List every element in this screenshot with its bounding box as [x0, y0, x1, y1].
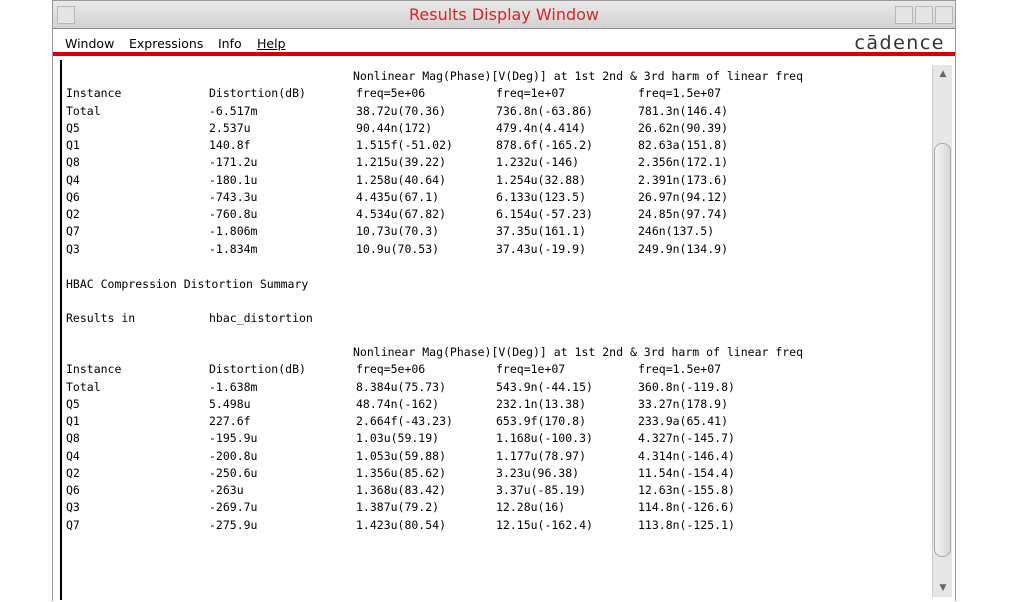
value-cell: 1.168u(-100.3) [496, 431, 593, 446]
value-cell: 1.258u(40.64) [356, 172, 447, 187]
value-cell: 26.97n(94.12) [638, 189, 729, 204]
value-cell: -1.834m [209, 241, 258, 256]
column-header: freq=5e+06 [356, 86, 426, 101]
value-cell: 1.368u(83.42) [356, 483, 447, 497]
results-label: Results in [66, 311, 136, 325]
value-cell: -6.517m [209, 103, 258, 118]
menu-info[interactable]: Info [218, 36, 242, 51]
value-cell: 878.6f(-165.2) [496, 138, 593, 152]
value-cell: 37.43u(-19.9) [496, 241, 587, 256]
value-cell: 114.8n(-126.6) [638, 500, 735, 515]
title-bar[interactable] [53, 1, 955, 29]
column-header: freq=1e+07 [496, 362, 566, 377]
scroll-down-arrow-icon[interactable]: ▼ [939, 583, 947, 593]
value-cell: -171.2u [209, 155, 258, 170]
value-cell: -195.9u [209, 431, 258, 446]
column-header: Distortion(dB) [209, 362, 306, 377]
value-cell: -269.7u [209, 500, 258, 515]
value-cell: 12.15u(-162.4) [496, 517, 593, 532]
value-cell: 1.215u(39.22) [356, 155, 447, 170]
value-cell: 360.8n(-119.8) [638, 379, 735, 394]
instance-cell: Q3 [66, 241, 80, 256]
value-cell: 8.384u(75.73) [356, 379, 447, 394]
column-header: Distortion(dB) [209, 86, 306, 101]
value-cell: 3.23u(96.38) [496, 465, 580, 480]
value-cell: 12.28u(16) [496, 500, 566, 515]
value-cell: 1.356u(85.62) [356, 465, 447, 480]
instance-cell: Q8 [66, 431, 80, 446]
results-text-area[interactable] [53, 60, 955, 602]
menu-help[interactable]: Help [257, 36, 286, 51]
value-cell: 90.44n(172) [356, 120, 433, 135]
column-header: Instance [66, 86, 122, 101]
value-cell: -275.9u [209, 517, 258, 532]
value-cell: -1.638m [209, 379, 258, 394]
value-cell: 233.9a(65.41) [638, 414, 729, 428]
instance-cell: Q1 [66, 138, 80, 152]
scroll-up-arrow-icon[interactable]: ▲ [939, 69, 947, 79]
value-cell: 12.63n(-155.8) [638, 483, 735, 497]
value-cell: 4.534u(67.82) [356, 207, 447, 221]
value-cell: 2.664f(-43.23) [356, 414, 453, 428]
results-display-window [52, 0, 956, 601]
instance-cell: Q4 [66, 448, 80, 463]
instance-cell: Q6 [66, 483, 80, 497]
instance-cell: Q3 [66, 500, 80, 515]
instance-cell: Q2 [66, 207, 80, 221]
value-cell: 4.327n(-145.7) [638, 431, 735, 446]
value-cell: 48.74n(-162) [356, 396, 440, 411]
results-value: hbac_distortion [209, 311, 313, 325]
value-cell: 37.35u(161.1) [496, 224, 587, 239]
instance-cell: Q2 [66, 465, 80, 480]
minimize-button[interactable] [895, 6, 913, 24]
value-cell: -760.8u [209, 207, 258, 221]
value-cell: 3.37u(-85.19) [496, 483, 587, 497]
column-header: freq=1.5e+07 [638, 362, 722, 377]
value-cell: 4.435u(67.1) [356, 189, 440, 204]
value-cell: 33.27n(178.9) [638, 396, 729, 411]
instance-cell: Q4 [66, 172, 80, 187]
instance-cell: Q5 [66, 120, 80, 135]
scrollbar-thumb[interactable] [934, 143, 951, 557]
menu-expressions[interactable]: Expressions [129, 36, 204, 51]
value-cell: 6.133u(123.5) [496, 189, 587, 204]
value-cell: -263u [209, 483, 244, 497]
value-cell: 2.356n(172.1) [638, 155, 729, 170]
instance-cell: Q7 [66, 517, 80, 532]
value-cell: 82.63a(151.8) [638, 138, 729, 152]
value-cell: 232.1n(13.38) [496, 396, 587, 411]
value-cell: -200.8u [209, 448, 258, 463]
column-header: freq=5e+06 [356, 362, 426, 377]
instance-cell: Q5 [66, 396, 80, 411]
value-cell: 6.154u(-57.23) [496, 207, 593, 221]
table-banner: Nonlinear Mag(Phase)[V(Deg)] at 1st 2nd & 3rd harm of linear freq [353, 69, 804, 83]
value-cell: 249.9n(134.9) [638, 241, 729, 256]
column-header: freq=1.5e+07 [638, 86, 722, 101]
value-cell: 227.6f [209, 414, 251, 428]
window-title: Results Display Window [408, 5, 599, 24]
instance-cell: Q6 [66, 189, 80, 204]
value-cell: 1.232u(-146) [496, 155, 580, 170]
value-cell: 38.72u(70.36) [356, 103, 447, 118]
value-cell: 4.314n(-146.4) [638, 448, 735, 463]
value-cell: -1.806m [209, 224, 258, 239]
value-cell: 2.391n(173.6) [638, 172, 729, 187]
value-cell: -180.1u [209, 172, 258, 187]
value-cell: 1.515f(-51.02) [356, 138, 453, 152]
summary-title: HBAC Compression Distortion Summary [66, 277, 309, 291]
value-cell: 1.387u(79.2) [356, 500, 440, 515]
instance-cell: Q7 [66, 224, 80, 239]
cadence-logo: cādence [854, 32, 945, 54]
value-cell: 24.85n(97.74) [638, 207, 729, 221]
value-cell: 11.54n(-154.4) [638, 465, 735, 480]
value-cell: 653.9f(170.8) [496, 414, 587, 428]
value-cell: 479.4n(4.414) [496, 120, 587, 135]
value-cell: 736.8n(-63.86) [496, 103, 593, 118]
maximize-button[interactable] [915, 6, 933, 24]
column-header: Instance [66, 362, 122, 377]
instance-cell: Q1 [66, 414, 80, 428]
value-cell: 246n(137.5) [638, 224, 715, 239]
value-cell: 543.9n(-44.15) [496, 379, 593, 394]
value-cell: 10.9u(70.53) [356, 241, 440, 256]
value-cell: 1.053u(59.88) [356, 448, 447, 463]
value-cell: 5.498u [209, 396, 251, 411]
value-cell: 1.177u(78.97) [496, 448, 587, 463]
value-cell: 113.8n(-125.1) [638, 517, 735, 532]
close-button[interactable] [935, 6, 953, 24]
value-cell: 10.73u(70.3) [356, 224, 440, 239]
value-cell: 1.03u(59.19) [356, 431, 440, 446]
column-header: freq=1e+07 [496, 86, 566, 101]
text-border [60, 60, 62, 600]
instance-cell: Total [66, 103, 101, 118]
menu-window[interactable]: Window [65, 36, 115, 51]
instance-cell: Q8 [66, 155, 80, 170]
value-cell: 781.3n(146.4) [638, 103, 729, 118]
value-cell: 26.62n(90.39) [638, 120, 729, 135]
vertical-scrollbar[interactable] [932, 65, 952, 597]
value-cell: 2.537u [209, 120, 251, 135]
value-cell: 1.254u(32.88) [496, 172, 587, 187]
value-cell: -250.6u [209, 465, 258, 480]
instance-cell: Total [66, 379, 101, 394]
table-banner: Nonlinear Mag(Phase)[V(Deg)] at 1st 2nd & 3rd harm of linear freq [353, 345, 804, 359]
value-cell: -743.3u [209, 189, 258, 204]
value-cell: 140.8f [209, 138, 251, 152]
menu-bar [53, 30, 955, 56]
value-cell: 1.423u(80.54) [356, 517, 447, 532]
